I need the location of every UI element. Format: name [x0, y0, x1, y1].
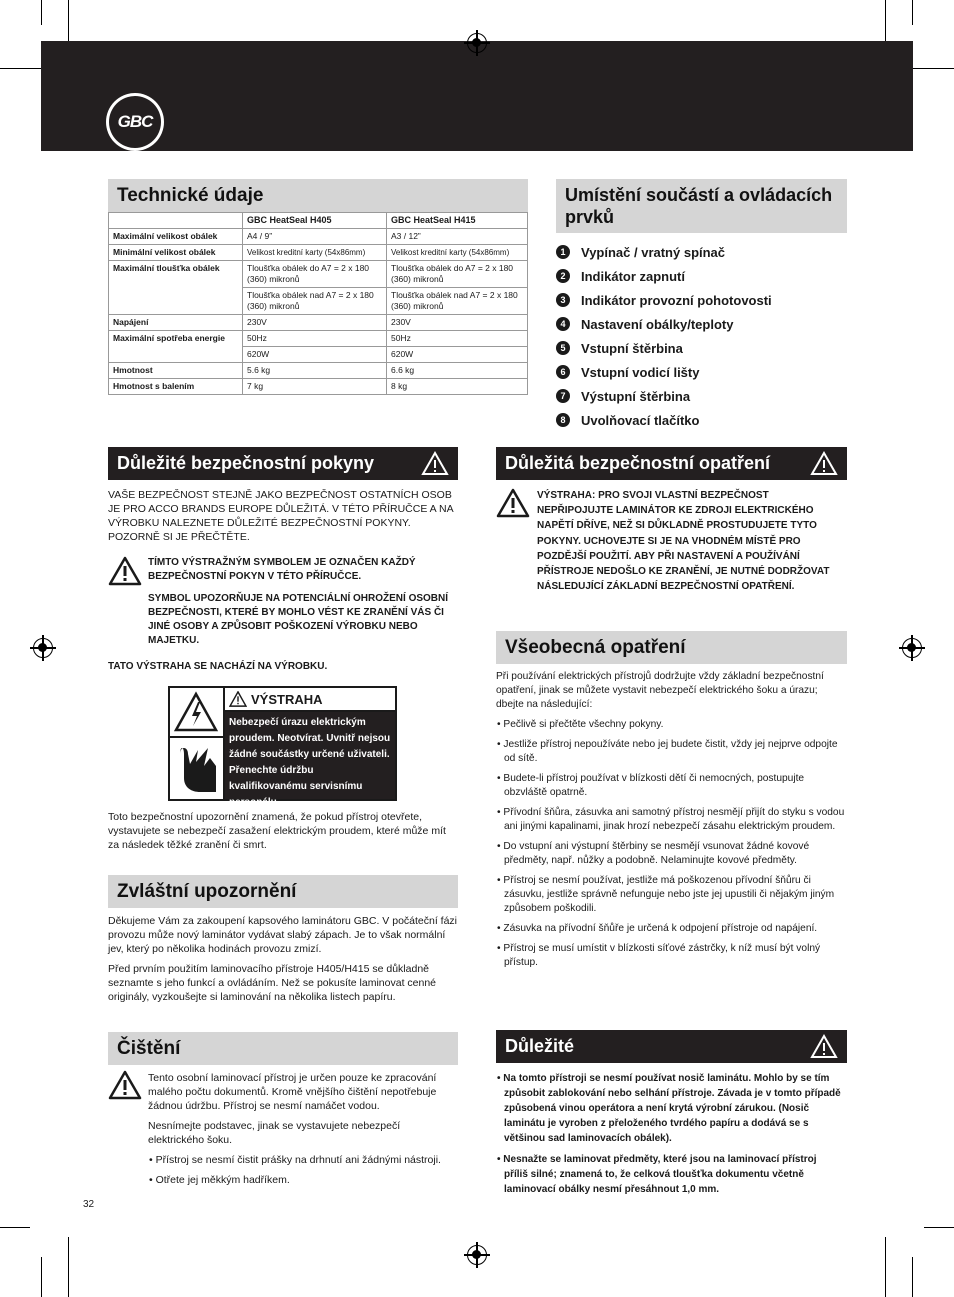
special-title: Zvláštní upozornění — [108, 875, 458, 908]
list-item: 1 Vypínač / vratný spínač — [556, 240, 906, 264]
column-header: GBC HeatSeal H405 — [243, 213, 387, 229]
table-row: Hmotnost s balením 7 kg 8 kg — [109, 379, 528, 395]
list-item: 3 Indikátor provozní pohotovosti — [556, 288, 906, 312]
registration-mark-icon — [467, 33, 487, 53]
table-row: Maximální tloušťka obálek Tloušťka obálek do A7 = 2 x 180 (360) mikronů Tloušťka obálek do A7 = 2 x 180 (360) mikronů — [109, 261, 528, 288]
table-row: Hmotnost 5.6 kg 6.6 kg — [109, 363, 528, 379]
warning-icon — [108, 1070, 142, 1100]
list-item: 8 Uvolňovací tlačítko — [556, 408, 906, 432]
spec-title: Technické údaje — [108, 179, 528, 212]
crop-mark — [912, 1257, 913, 1297]
table-row: Maximální spotřeba energie 50Hz 50Hz — [109, 331, 528, 347]
crop-mark — [0, 1227, 30, 1228]
crop-mark — [41, 1257, 42, 1297]
list-item: 7 Výstupní štěrbina — [556, 384, 906, 408]
warning-label: VÝSTRAHA Nebezpečí úrazu elektrickým proudem. Neotvírat. Uvnitř nejsou žádné součástky určené uživateli. Přenechte údržbu kvalifikovanému servisnímu personálu. — [168, 686, 397, 801]
parts-list — [556, 240, 906, 432]
important-text: • Na tomto přístroji se nesmí používat nosič laminátu. Mohlo by se tím způsobit zablokování nebo selhání přístroje. Závada je v tomto případě způsobená vinou operátora a není krytá výrobní zárukou. (Nosič laminátu je vyroben z přeloženého tvrdého papíru a dodává se s většinou sad laminovacích obálek). • Nesnažte se laminovat předměty, které jsou na laminovací přístroj příliš silné; znamená to, že celková tloušťka dokumentu včetně laminovací obálky nesmí přesáhnout 1,0 mm. — [497, 1073, 841, 1195]
important-title: Důležité — [496, 1030, 847, 1063]
warning-icon — [810, 451, 838, 476]
cleaning-text: Tento osobní laminovací přístroj je určen pouze ke zpracování malého počtu dokumentů. Kromě vnějšího čištění nepotřebuje žádnou údržbu. Přístroj se nesmí namáčet vodou. Nesnímejte podstavec, jinak se vystavujete nebezpečí elektrického šoku. • Přístroj se nesmí čistit prášky na drhnutí ani žádnými nástroji. • Otřete jej měkkým hadříkem. — [148, 1072, 441, 1186]
warning-icon — [496, 488, 530, 518]
table-row: Napájení 230V 230V — [109, 315, 528, 331]
crop-mark — [885, 1237, 886, 1297]
crop-mark — [924, 1227, 954, 1228]
precautions-title: Důležitá bezpečnostní opatření — [496, 447, 847, 480]
warning-icon — [229, 691, 247, 707]
safety-intro: VAŠE BEZPEČNOST STEJNĚ JAKO BEZPEČNOST OSTATNÍCH OSOB JE PRO ACCO BRANDS EUROPE DŮLEŽITÁ. V TÉTO PŘÍRUČCE A NA VÝROBKU NALEZNETE DŮLEŽITÉ BEZPEČNOSTNÍ POKYNY. POZORNĚ SI JE PŘEČTĚTE. — [108, 489, 454, 543]
precautions-text: VÝSTRAHA: PRO SVOJI VLASTNÍ BEZPEČNOST NEPŘIPOJUJTE LAMINÁTOR KE ZDROJI ELEKTRICKÉHO NAPĚTÍ DŘÍVE, NEŽ SI DŮKLADNĚ PROSTUDUJETE TYTO POKYNY. UCHOVEJTE SI JE NA VHODNÉM MÍSTĚ PRO POZDĚJŠÍ POUŽITÍ. ABY PŘI NASTAVENÍ A POUŽÍVÁNÍ PŘÍSTROJE NEDOŠLO KE ZRANĚNÍ, JE NUTNÉ DODRŽOVAT NÁSLEDUJÍCÍ ZÁKLADNÍ BEZPEČNOSTNÍ OPATŘENÍ. — [537, 490, 830, 593]
brand-logo: GBC — [106, 93, 164, 151]
warning-icon — [421, 451, 449, 476]
safety-after-text: Toto bezpečnostní upozornění znamená, že pokud přístroj otevřete, vystavujete se nebezpečí zasažení elektrickým proudem, které může mít za následek těžké zranění či smrt. — [108, 811, 446, 851]
table-row: Minimální velikost obálek Velikost kreditní karty (54x86mm) Velikost kreditní karty (54x86mm) — [109, 245, 528, 261]
page-number: 32 — [83, 1199, 95, 1210]
spec-table — [108, 212, 528, 395]
table-row: Tloušťka obálek nad A7 = 2 x 180 (360) mikronů Tloušťka obálek nad A7 = 2 x 180 (360) mikronů — [109, 288, 528, 315]
registration-mark-icon — [33, 638, 53, 658]
safety-title: Důležité bezpečnostní pokyny — [108, 447, 458, 480]
header-banner — [41, 41, 913, 151]
table-row: 620W 620W — [109, 347, 528, 363]
column-header: GBC HeatSeal H415 — [387, 213, 528, 229]
cleaning-title: Čištění — [108, 1032, 458, 1065]
registration-mark-icon — [902, 638, 922, 658]
list-item: 2 Indikátor zapnutí — [556, 264, 906, 288]
general-text: Při používání elektrických přístrojů dodržujte vždy základní bezpečnostní opatření, jinak se můžete vystavit nebezpečí elektrického šoku a úrazu; dbejte na následující: • Pečlivě si přečtěte všechny pokyny. • Jestliže přístroj nepoužíváte nebo jej budete čistit, vždy jej nejprve odpojte od sítě. • Budete-li přístroj používat v blízkosti dětí či nemocných, postupujte obzvláště opatrně. • Přívodní šňůra, zásuvka ani samotný přístroj nesmějí přijít do styku s vodou ani jinými kapalinami, jinak hrozí nebezpečí zásahu elektrickým proudem. • Do vstupní ani výstupní štěrbiny se nesmějí vsunovat žádné kovové předměty, např. nůžky a podobně. Nelaminujte kovové předměty. • Přístroj se nesmí používat, jestliže má poškozenou přívodní šňůru či zásuvku, jestliže správně nefunguje nebo jste jej upustili či nějakým jiným způsobem poškodili. • Zásuvka na přívodní šňůře je určená k odpojení přístroje od napájení. • Přístroj se musí umístit v blízkosti síťové zástrčky, k níž musí být volný přístup. — [496, 671, 845, 968]
symbol-text: SYMBOL UPOZORŇUJE NA POTENCIÁLNÍ OHROŽENÍ OSOBNÍ BEZPEČNOSTI, KTERÉ BY MOHLO VÉST KE ZRANĚNÍ VÁS ČI JINÉ OSOBY A ZPŮSOBIT POŠKOZENÍ VÝROBKU NEBO MAJETKU. — [148, 593, 449, 646]
list-item: 6 Vstupní vodicí lišty — [556, 360, 906, 384]
electric-shock-icon — [170, 688, 223, 799]
general-title: Všeobecná opatření — [496, 631, 847, 664]
crop-mark — [68, 1237, 69, 1297]
warning-icon — [810, 1034, 838, 1059]
list-item: 5 Vstupní štěrbina — [556, 336, 906, 360]
list-item: 4 Nastavení obálky/teploty — [556, 312, 906, 336]
special-text: Děkujeme Vám za zakoupení kapsového laminátoru GBC. V počáteční fázi provozu může nový laminátor vydávat slabý zápach. Je to však normální jev, který po několika hodinách provozu zmizí. Před prvním použitím laminovacího přístroje H405/H415 se důkladně seznamte s jeho funkcí a ovládáním. Než se pokusíte laminovat cenné originály, vyzkoušejte si laminování na několika listech papíru. — [108, 915, 458, 1003]
registration-mark-icon — [467, 1245, 487, 1265]
parts-title: Umístění součástí a ovládacích prvků — [556, 179, 847, 233]
warning-icon — [108, 556, 142, 586]
crop-mark — [912, 0, 913, 25]
symbol-text: TÍMTO VÝSTRAŽNÝM SYMBOLEM JE OZNAČEN KAŽDÝ BEZPEČNOSTNÍ POKYN V TÉTO PŘÍRUČCE. — [148, 557, 416, 582]
table-row: Maximální velikost obálek A4 / 9” A3 / 12” — [109, 229, 528, 245]
crop-mark — [41, 0, 42, 25]
on-product-text: TATO VÝSTRAHA SE NACHÁZÍ NA VÝROBKU. — [108, 661, 328, 672]
